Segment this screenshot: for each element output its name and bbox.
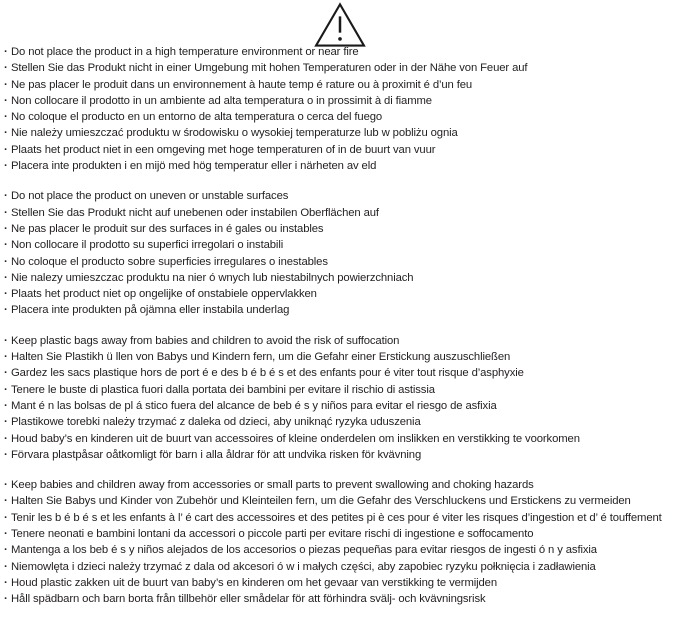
warning-line — [4, 542, 679, 558]
warning-section-small-parts — [4, 477, 679, 607]
warning-text: Mant é n las bolsas de pl á stico fuera del alcance de beb é s y niños para evitar el riesgo de asfixia — [11, 399, 497, 412]
bullet-dot: · — [4, 288, 8, 301]
bullet-dot: · — [4, 127, 8, 140]
bullet-dot: · — [4, 206, 8, 219]
warning-text: Förvara plastpåsar oåtkomligt för barn i alla åldrar för att undvika risken för kvävning — [11, 448, 422, 461]
warning-text: No coloque el producto sobre superficies irregulares o inestables — [11, 255, 328, 268]
bullet-dot: · — [4, 222, 8, 235]
warning-line — [4, 302, 679, 318]
warning-text: Stellen Sie das Produkt nicht auf unebenen oder instabilen Oberflächen auf — [11, 206, 379, 219]
warning-line — [4, 286, 679, 302]
warning-text: Ne pas placer le produit sur des surfaces in é gales ou instables — [11, 222, 324, 235]
warning-text: Placera inte produkten på ojämna eller instabila underlag — [11, 304, 290, 317]
warning-text: Plastikowe torebki należy trzymać z daleka od dzieci, aby uniknąć ryzyka uduszenia — [11, 416, 421, 429]
bullet-dot: · — [4, 399, 8, 412]
bullet-dot: · — [4, 62, 8, 75]
warning-text: Keep plastic bags away from babies and children to avoid the risk of suffocation — [11, 334, 400, 347]
bullet-dot: · — [4, 367, 8, 380]
warning-text: Stellen Sie das Produkt nicht in einer Umgebung mit hohen Temperaturen oder in der Nähe von Feuer auf — [11, 62, 528, 75]
warning-text: Halten Sie Plastikh ü llen von Babys und Kindern fern, um die Gefahr einer Erstickung auszuschließen — [11, 351, 511, 364]
bullet-dot: · — [4, 593, 8, 606]
bullet-dot: · — [4, 383, 8, 396]
warning-text: Ne pas placer le produit dans un environnement à haute temp é rature ou à proximit é d’un feu — [11, 78, 473, 91]
warning-text: Nie należy umieszczać produktu w środowisku o wysokiej temperaturze lub w pobliżu ognia — [11, 127, 458, 140]
warning-text: Tenir les b é b é s et les enfants à l’ é cart des accessoires et des petites pi è ces pour é viter les risques d’ingestion et d’ é touffement — [11, 511, 662, 524]
warning-line — [4, 270, 679, 286]
warning-line — [4, 365, 679, 381]
warning-line — [4, 510, 679, 526]
warning-section-high-temperature — [4, 44, 679, 174]
bullet-dot: · — [4, 416, 8, 429]
bullet-dot: · — [4, 255, 8, 268]
bullet-dot: · — [4, 351, 8, 364]
warning-line — [4, 526, 679, 542]
warning-text: Plaats het product niet in een omgeving met hoge temperaturen of in de buurt van vuur — [11, 143, 436, 156]
warning-section-plastic-bags — [4, 333, 679, 463]
warning-section-unstable-surfaces — [4, 188, 679, 318]
warning-line — [4, 333, 679, 349]
warning-line — [4, 398, 679, 414]
warning-line — [4, 158, 679, 174]
bullet-dot: · — [4, 560, 8, 573]
warning-line — [4, 477, 679, 493]
warning-line — [4, 559, 679, 575]
warning-line — [4, 205, 679, 221]
warning-text-block — [4, 44, 679, 622]
warning-line — [4, 188, 679, 204]
warning-line — [4, 237, 679, 253]
warning-line — [4, 60, 679, 76]
warning-text: Houd baby’s en kinderen uit de buurt van accessoires of kleine onderdelen om inslikken en verstikking te voorkomen — [11, 432, 580, 445]
warning-line — [4, 142, 679, 158]
warning-line — [4, 44, 679, 60]
bullet-dot: · — [4, 576, 8, 589]
warning-line — [4, 447, 679, 463]
warning-text: Do not place the product on uneven or unstable surfaces — [11, 190, 289, 203]
warning-text: Non collocare il prodotto su superfici irregolari o instabili — [11, 239, 284, 252]
warning-line — [4, 349, 679, 365]
warning-line — [4, 254, 679, 270]
bullet-dot: · — [4, 511, 8, 524]
bullet-dot: · — [4, 448, 8, 461]
bullet-dot: · — [4, 78, 8, 91]
warning-text: Non collocare il prodotto in un ambiente ad alta temperatura o in prossimit à di fiamme — [11, 94, 432, 107]
warning-line — [4, 93, 679, 109]
bullet-dot: · — [4, 190, 8, 203]
warning-line — [4, 125, 679, 141]
warning-line — [4, 109, 679, 125]
warning-line — [4, 414, 679, 430]
warning-line — [4, 77, 679, 93]
bullet-dot: · — [4, 111, 8, 124]
warning-line — [4, 493, 679, 509]
warning-text: Keep babies and children away from accessories or small parts to prevent swallowing and choking hazards — [11, 479, 534, 492]
warning-line — [4, 382, 679, 398]
bullet-dot: · — [4, 432, 8, 445]
bullet-dot: · — [4, 528, 8, 541]
warning-text: Nie nalezy umieszczac produktu na nier ó wnych lub niestabilnych powierzchniach — [11, 271, 414, 284]
warning-text: Niemowlęta i dzieci należy trzymać z dala od akcesori ó w i małych części, aby zapobiec ryzyku połknięcia i zadławienia — [11, 560, 596, 573]
bullet-dot: · — [4, 46, 8, 58]
bullet-dot: · — [4, 271, 8, 284]
bullet-dot: · — [4, 143, 8, 156]
bullet-dot: · — [4, 544, 8, 557]
warning-line — [4, 591, 679, 607]
bullet-dot: · — [4, 495, 8, 508]
warning-text: Do not place the product in a high temperature environment or near fire — [11, 46, 359, 58]
warning-text: Gardez les sacs plastique hors de port é e des b é b é s et des enfants pour é viter tout risque d’asphyxie — [11, 367, 524, 380]
warning-text: Houd plastic zakken uit de buurt van baby’s en kinderen om het gevaar van verstikking te vermijden — [11, 576, 497, 589]
bullet-dot: · — [4, 479, 8, 492]
bullet-dot: · — [4, 334, 8, 347]
warning-text: Tenere le buste di plastica fuori dalla portata dei bambini per evitare il rischio di astissia — [11, 383, 435, 396]
bullet-dot: · — [4, 160, 8, 173]
warning-line — [4, 221, 679, 237]
bullet-dot: · — [4, 239, 8, 252]
warning-text: Mantenga a los beb é s y niños alejados de los accesorios o piezas pequeñas para evitar riesgos de ingesti ó n y asfixia — [11, 544, 597, 557]
warning-line — [4, 431, 679, 447]
warning-text: Håll spädbarn och barn borta från tillbehör eller smådelar för att förhindra svälj- och kvävningsrisk — [11, 593, 486, 606]
warning-text: Halten Sie Babys und Kinder von Zubehör und Kleinteilen fern, um die Gefahr des Verschluckens und Erstickens zu vermeiden — [11, 495, 631, 508]
warning-line — [4, 575, 679, 591]
bullet-dot: · — [4, 304, 8, 317]
warning-text: Plaats het product niet op ongelijke of onstabiele oppervlakken — [11, 288, 317, 301]
bullet-dot: · — [4, 94, 8, 107]
warning-text: No coloque el producto en un entorno de alta temperatura o cerca del fuego — [11, 111, 383, 124]
warning-text: Tenere neonati e bambini lontani da accessori o piccole parti per evitare rischi di ingestione e soffocamento — [11, 528, 534, 541]
warning-text: Placera inte produkten i en mijö med hög temperatur eller i närheten av eld — [11, 160, 377, 173]
